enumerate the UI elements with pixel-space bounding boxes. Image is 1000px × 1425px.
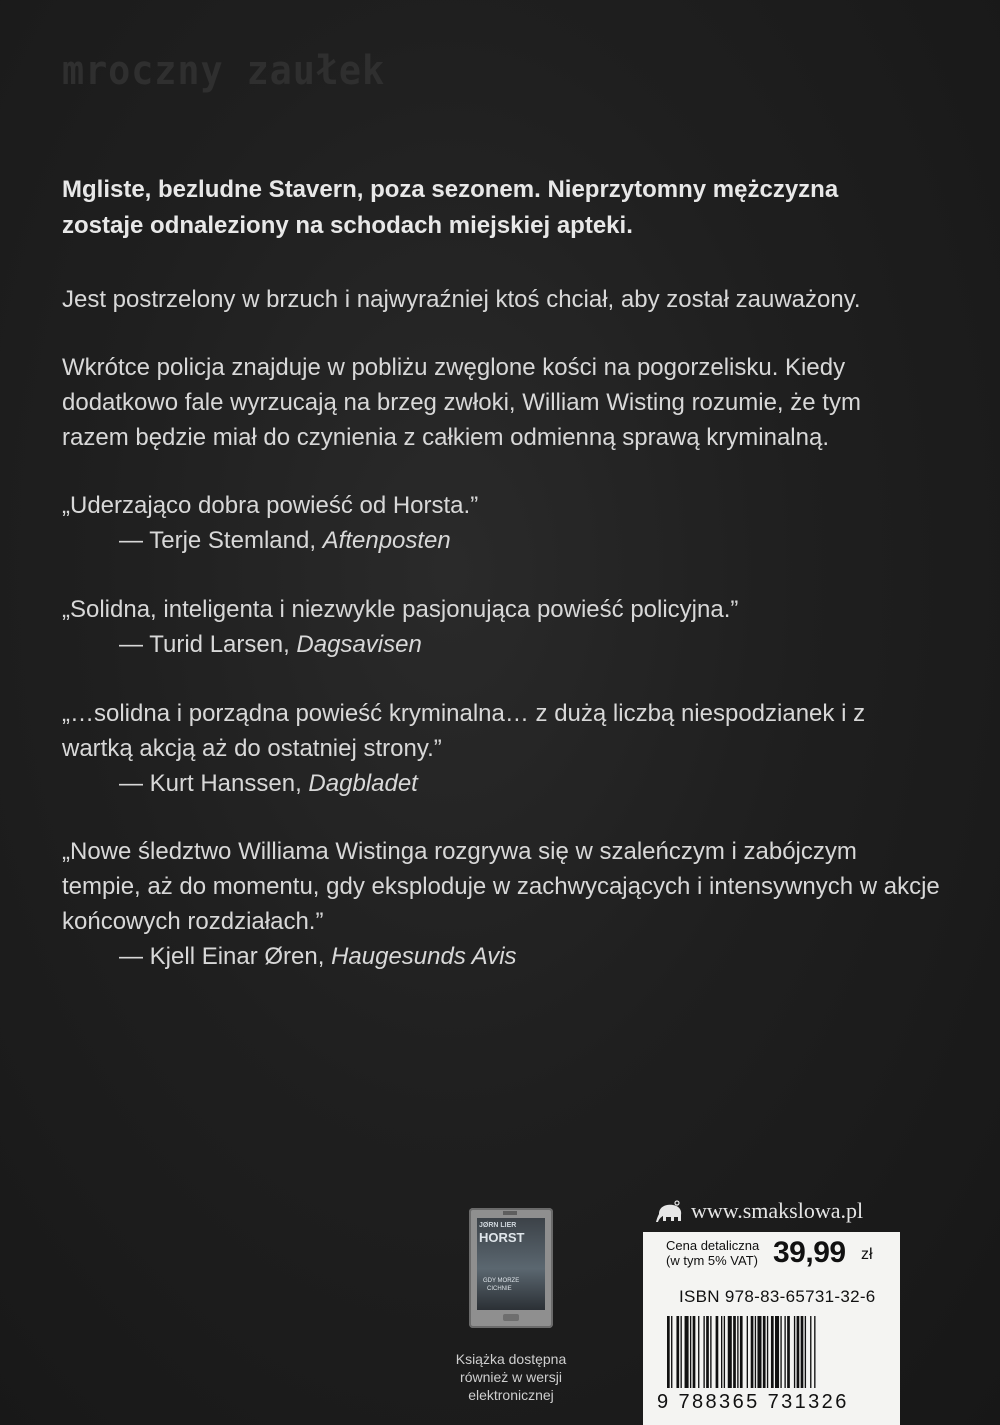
- barcode-bar: [693, 1316, 696, 1388]
- paragraph-2: [62, 350, 922, 455]
- lead-paragraph: Mgliste, bezludne Stavern, poza sezonem. Nieprzytomny mężczyzna zostaje odnaleziony na schodach miejskiej apteki.: [62, 176, 839, 239]
- barcode-bar: [763, 1316, 766, 1388]
- quote-source: Haugesunds Avis: [331, 943, 517, 970]
- quote-attribution: [62, 766, 942, 801]
- barcode-bar: [721, 1316, 722, 1388]
- barcode-bar: [737, 1316, 738, 1388]
- barcode-bar: [740, 1316, 743, 1388]
- quote-attribution: [62, 523, 942, 558]
- price-isbn-box: [643, 1232, 900, 1425]
- ebook-note-line: elektronicznej: [468, 1387, 554, 1403]
- barcode-bar: [810, 1316, 811, 1388]
- barcode-bar: [710, 1316, 711, 1388]
- publisher-website: [655, 1196, 900, 1230]
- price-vat-label: (w tym 5% VAT): [666, 1253, 758, 1268]
- price-value: 39,99: [773, 1236, 846, 1269]
- barcode-bar: [676, 1316, 679, 1388]
- barcode-bar: [667, 1316, 670, 1388]
- barcode-bar: [747, 1316, 748, 1388]
- barcode-bar: [733, 1316, 736, 1388]
- quote-author: — Kurt Hanssen,: [119, 770, 309, 797]
- ereader-button: [503, 1314, 519, 1321]
- barcode-bar: [775, 1316, 779, 1388]
- barcode-bar: [706, 1316, 709, 1388]
- quote-source: Dagbladet: [308, 770, 418, 797]
- barcode-bar: [755, 1316, 756, 1388]
- quote-attribution: [62, 627, 942, 662]
- barcode-bar: [690, 1316, 691, 1388]
- barcode-bar: [767, 1316, 768, 1388]
- review-quote: [62, 834, 942, 974]
- series-logo: mroczny zaułek: [62, 48, 386, 94]
- ebook-note-line: również w wersji: [460, 1369, 562, 1385]
- barcode-bar: [805, 1316, 806, 1388]
- barcode-bar: [801, 1316, 804, 1388]
- elephant-icon: [655, 1200, 685, 1230]
- barcode-bar: [685, 1316, 689, 1388]
- isbn-text: ISBN 978-83-65731-32-6: [679, 1287, 876, 1306]
- ereader-brand: HORST: [479, 1230, 525, 1245]
- barcode-bar: [814, 1316, 815, 1388]
- quote-author: — Kjell Einar Øren,: [119, 943, 332, 970]
- barcode-bar: [797, 1316, 800, 1388]
- barcode-bar: [780, 1316, 781, 1388]
- barcode-bar: [716, 1316, 719, 1388]
- quote-text: „Solidna, inteligenta i niezwykle pasjonująca powieść policyjna.”: [62, 596, 739, 623]
- barcode-bar: [757, 1316, 761, 1388]
- ebook-note-line: Książka dostępna: [455, 1351, 567, 1367]
- paragraph-text: Jest postrzelony w brzuch i najwyraźniej ktoś chciał, aby został zauważony.: [62, 286, 861, 313]
- barcode-bar: [671, 1316, 672, 1388]
- quote-text: „…solidna i porządna powieść kryminalna… z dużą liczbą niespodzianek i z wartką akcją aż do ostatniej strony.”: [62, 700, 866, 762]
- barcode: [665, 1316, 865, 1398]
- review-quote: [62, 592, 942, 662]
- quote-author: — Turid Larsen,: [119, 631, 297, 658]
- barcode-bar: [787, 1316, 790, 1388]
- ereader-top-bar: [503, 1211, 517, 1215]
- quote-source: Aftenposten: [322, 527, 451, 554]
- ebook-note: [440, 1350, 582, 1404]
- ereader-image: [469, 1208, 553, 1328]
- barcode-bar: [681, 1316, 682, 1388]
- ean-number: 9 788365 731326: [657, 1391, 849, 1413]
- review-quote: [62, 488, 942, 558]
- barcode-bar: [698, 1316, 699, 1388]
- barcode-bar: [784, 1316, 785, 1388]
- barcode-bar: [703, 1316, 704, 1388]
- price-label: Cena detaliczna: [666, 1238, 760, 1253]
- ereader-title-line1: GDY MORZE: [483, 1278, 520, 1284]
- review-quote: [62, 696, 942, 801]
- barcode-bar: [751, 1316, 754, 1388]
- quote-text: „Uderzająco dobra powieść od Horsta.”: [62, 492, 479, 519]
- barcode-bar: [728, 1316, 732, 1388]
- quote-text: „Nowe śledztwo Williama Wistinga rozgrywa się w szaleńczym i zabójczym tempie, aż do momentu, gdy eksploduje w zachwycających i intensywnych w akcje końcowych rozdziałach.”: [62, 838, 940, 935]
- barcode-bar: [794, 1316, 795, 1388]
- barcode-bar: [771, 1316, 774, 1388]
- paragraph-1: [62, 282, 922, 317]
- ereader-author: JØRN LIER: [479, 1222, 517, 1229]
- ereader-title-line2: CICHNIE: [487, 1286, 512, 1292]
- quote-source: Dagsavisen: [296, 631, 422, 658]
- quote-attribution: [62, 939, 942, 974]
- paragraph-text: Wkrótce policja znajduje w pobliżu zwęglone kości na pogorzelisku. Kiedy dodatkowo fale wyrzucają na brzeg zwłoki, William Wisting rozumie, że tym razem będzie miał do czynienia z całkiem odmienną sprawą kryminalną.: [62, 354, 861, 451]
- barcode-bar: [724, 1316, 725, 1388]
- website-url: www.smakslowa.pl: [691, 1198, 864, 1223]
- price-currency: zł: [861, 1246, 873, 1263]
- quote-author: — Terje Stemland,: [119, 527, 323, 554]
